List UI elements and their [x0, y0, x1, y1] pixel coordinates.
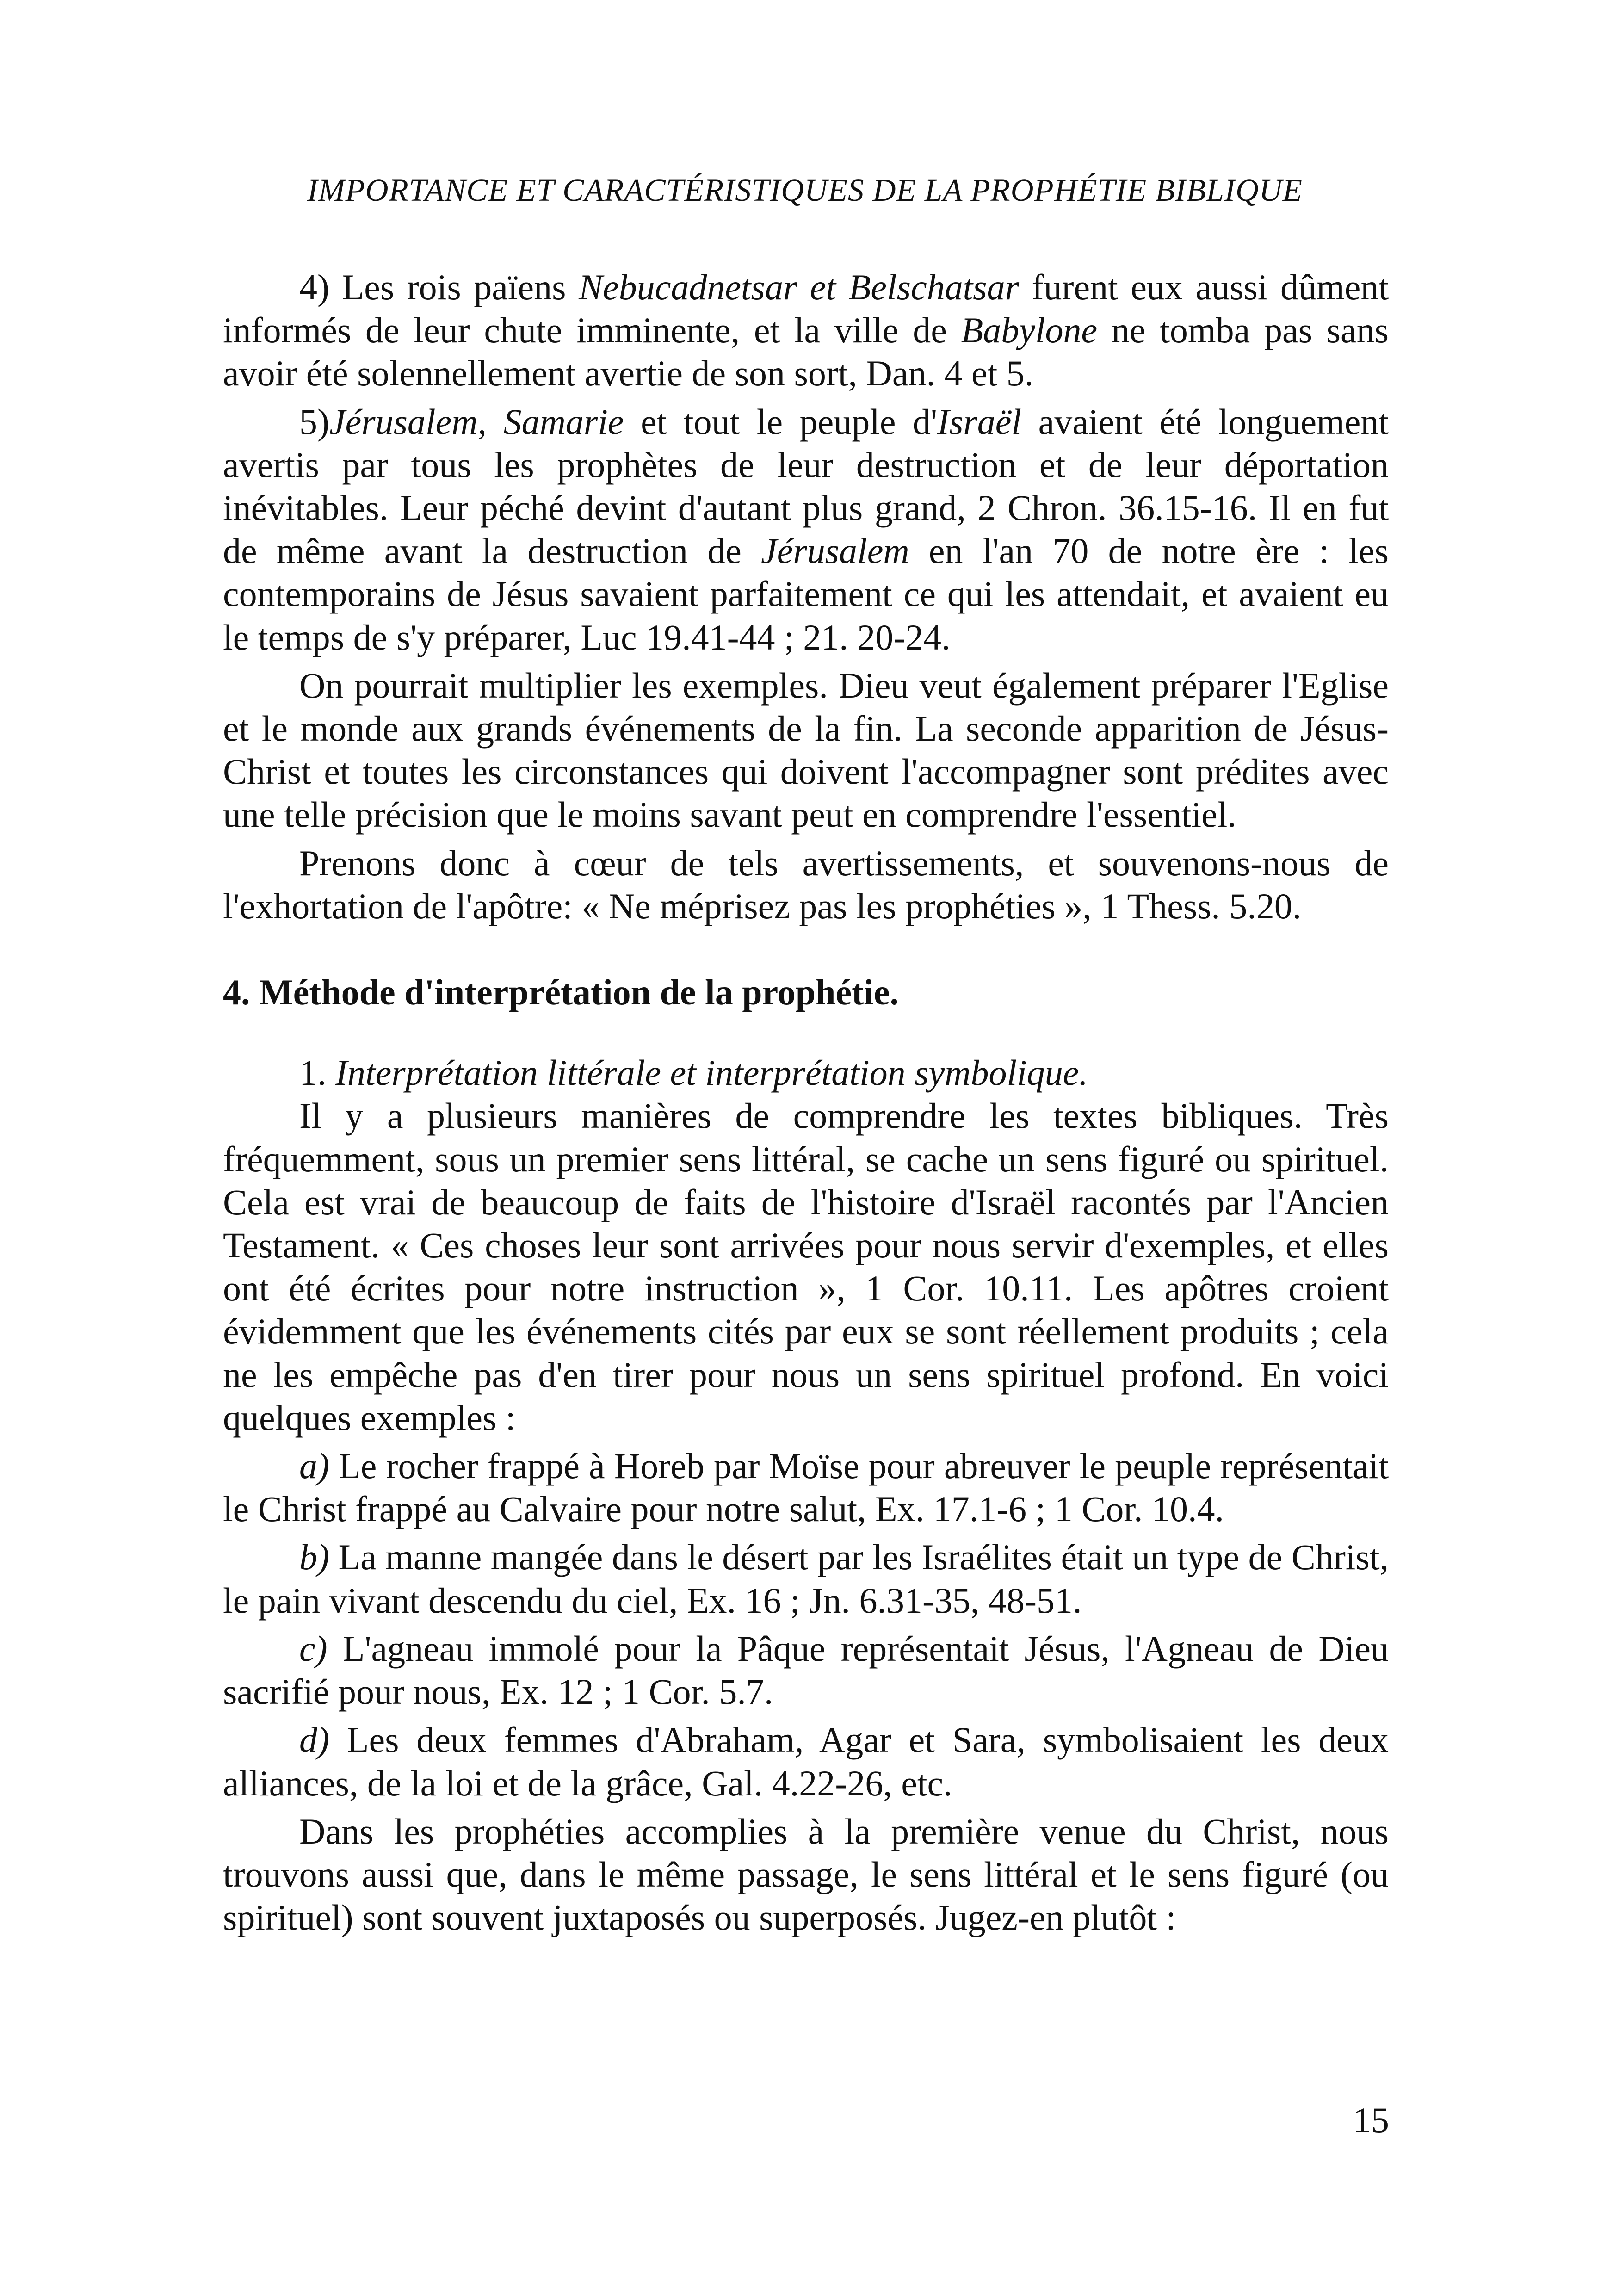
paragraph-prophecies: Dans les prophéties accomplies à la première venue du Christ, nous trouvons aussi que, dans le même passage, le sens littéral et le sens figuré (ou spirituel) sont souvent juxtaposés ou superposés. Jugez-en plutôt : — [223, 1811, 1389, 1938]
paragraph-examples-intro: On pourrait multiplier les exemples. Dieu veut également préparer l'Eglise et le monde aux grands événements de la fin. La seconde apparition de Jésus-Christ et toutes les circonstances qui doivent l'accompagner sont prédites avec une telle précision que le moins savant peut en comprendre l'essentiel. — [223, 665, 1389, 835]
subheading — [223, 1051, 1389, 1094]
example-c: c) L'agneau immolé pour la Pâque représentait Jésus, l'Agneau de Dieu sacrifié pour nous, Ex. 12 ; 1 Cor. 5.7. — [223, 1628, 1389, 1712]
item-number: 5) — [299, 401, 329, 442]
babylon-name: Babylone — [961, 310, 1098, 351]
example-d: d) Les deux femmes d'Abraham, Agar et Sara, symbolisaient les deux alliances, de la loi et de la grâce, Gal. 4.22-26, etc. — [223, 1720, 1389, 1803]
paragraph-interpretation: Il y a plusieurs manières de comprendre les textes bibliques. Très fréquemment, sous un premier sens littéral, se cache un sens figuré ou spirituel. Cela est vrai de beaucoup de faits de l'histoire d'Israël racontés par l'Ancien Testament. « Ces choses leur sont arrivées pour nous servir d'exemples, et elles ont été écrites pour notre instruction », 1 Cor. 10.11. Les apôtres croient évidemment que les événements cités par eux se sont réellement produits ; cela ne les empêche pas d'en tirer pour nous un sens spirituel profond. En voici quelques exemples : — [223, 1095, 1389, 1438]
cities-names: Jérusalem, Samarie — [329, 401, 624, 442]
subheading-title: Interprétation littérale et interprétation symbolique. — [335, 1052, 1088, 1093]
kings-names: Nebucadnetsar et Belschatsar — [579, 267, 1019, 307]
page-number: 15 — [1353, 2100, 1389, 2140]
example-label: d) — [299, 1720, 329, 1760]
israel-name: Israël — [937, 401, 1022, 442]
example-label: b) — [299, 1537, 329, 1578]
example-a: a) Le rocher frappé à Horeb par Moïse pour abreuver le peuple représentait le Christ frappé au Calvaire pour notre salut, Ex. 17.1-6 ; 1 Cor. 10.4. — [223, 1446, 1389, 1529]
example-b: b) La manne mangée dans le désert par les Israélites était un type de Christ, le pain vivant descendu du ciel, Ex. 16 ; Jn. 6.31-35, 48-51. — [223, 1537, 1389, 1621]
subheading-number: 1. — [299, 1052, 327, 1093]
body-text — [223, 266, 1389, 1939]
example-label: a) — [299, 1446, 329, 1486]
paragraph-jerusalem: 5)Jérusalem, Samarie et tout le peuple d'Israël avaient été longuement avertis par tous les prophètes de leur destruction et de leur déportation inévitables. Leur péché devint d'autant plus grand, 2 Chron. 36.15-16. Il en fut de même avant la destruction de Jérusalem en l'an 70 de notre ère : les contemporains de Jésus savaient parfaitement ce qui les attendait, et avaient eu le temps de s'y préparer, Luc 19.41-44 ; 21. 20-24. — [223, 401, 1389, 657]
paragraph-exhortation: Prenons donc à cœur de tels avertissements, et souvenons-nous de l'exhortation de l'apôtre: « Ne méprisez pas les prophéties », 1 Thess. 5.20. — [223, 842, 1389, 926]
example-label: c) — [299, 1628, 328, 1669]
section-heading: 4. Méthode d'interprétation de la prophétie. — [223, 972, 899, 1013]
jerusalem-name: Jérusalem — [761, 531, 909, 571]
paragraph-kings: 4) Les rois païens Nebucadnetsar et Belschatsar furent eux aussi dûment informés de leur chute imminente, et la ville de Babylone ne tomba pas sans avoir été solennellement avertie de son sort, Dan. 4 et 5. — [223, 267, 1389, 394]
running-header: IMPORTANCE ET CARACTÉRISTIQUES DE LA PROPHÉTIE BIBLIQUE — [307, 173, 1303, 208]
item-number: 4) Les rois païens — [299, 267, 566, 307]
